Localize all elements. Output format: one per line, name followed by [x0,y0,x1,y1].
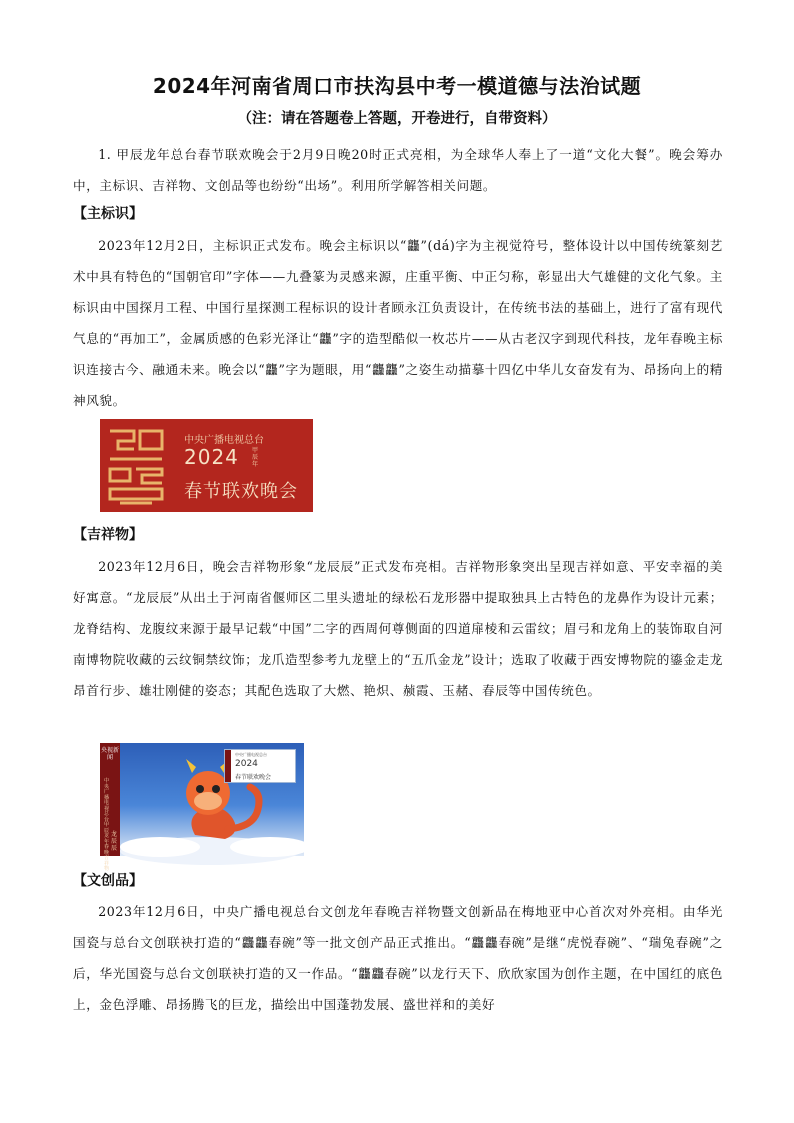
logo-line1: 中央广播电视总台 [184,435,264,446]
document-subtitle: （注：请在答题卷上答题，开卷进行，自带资料） [237,111,557,127]
mascot-card-top: 中央广播电视总台 [235,752,267,757]
mascot-card-bottom: 春节联欢晚会 [235,774,272,781]
section-text-products: 2023年12月6日，中央广播电视总台文创龙年春晚吉祥物暨文创新品在梅地亚中心首次对外亮相。由华光国瓷与总台文创联袂打造的“龘龘春碗”等一批文创产品正式推出。“龘龘春碗”是继“虎悦春碗”、“瑞兔春碗”之后，华光国瓷与总台文创联袂打造的又一作品。“龘龘春碗”以龙行天下、欣欣家国为创作主题，在中国红的底色上，金色浮雕、昂扬腾飞的巨龙，描绘出中国蓬勃发展、盛世祥和的美好 [73,904,723,1012]
mascot-vertical-text: 中央广播电视总台甲辰龙年春晚吉祥物 [104,778,110,872]
section-heading-mascot: 【吉祥物】 [73,527,143,543]
logo-year: 2024 [184,445,239,469]
section-heading-products: 【文创品】 [73,873,143,889]
mascot-badge: 央视新闻 [101,747,120,761]
section-text-logo: 2023年12月2日，主标识正式发布。晚会主标识以“龘”(dá)字为主视觉符号，整体设计以中国传统篆刻艺术中具有特色的“国朝官印”字体——九叠篆为灵感来源，庄重平衡、中正匀称，彰显出大气雄健的文化气象。主标识由中国探月工程、中国行星探测工程标识的设计者顾永江负责设计，在传统书法的基础上，进行了富有现代气息的“再加工”，金属质感的色彩光泽让“龘”字的造型酷似一枚芯片——从古老汉字到现代科技，龙年春晚主标识连接古今、融通未来。晚会以“龘”字为题眼，用“龘龘”之姿生动描摹十四亿中华儿女奋发有为、昂扬向上的精神风貌。 [73,238,723,408]
section-heading-logo: 【主标识】 [73,206,143,222]
mascot-card [224,749,296,783]
mascot-image [100,743,304,872]
document-title: 2024年河南省周口市扶沟县中考一模道德与法治试题 [152,74,642,98]
logo-vertical-text: 甲辰年 [252,447,259,468]
mascot-card-stripe [225,750,231,782]
gala-logo-image [100,419,313,512]
logo-line3: 春节联欢晚会 [184,481,298,502]
question-intro: 1. 甲辰龙年总台春节联欢晚会于2月9日晚20时正式亮相，为全球华人奉上了一道“文化大餐”。晚会筹办中，主标识、吉祥物、文创品等也纷纷“出场”。利用所学解答相关问题。 [73,147,723,193]
section-text-mascot: 2023年12月6日，晚会吉祥物形象“龙辰辰”正式发布亮相。吉祥物形象突出呈现吉祥如意、平安幸福的美好寓意。“龙辰辰”从出土于河南省偃师区二里头遗址的绿松石龙形器中提取独具上古特色的龙鼻作为设计元素；龙脊结构、龙腹纹来源于最早记载“中国”二字的西周何尊侧面的四道扉棱和云雷纹；眉弓和龙角上的装饰取自河南博物院收藏的云纹铜禁纹饰；龙爪造型参考九龙壁上的“五爪金龙”设计；选取了收藏于西安博物院的鎏金走龙昂首行步、雄壮刚健的姿态；其配色选取了大燃、艳炽、赪霞、玉赭、春辰等中国传统色。 [73,559,723,698]
mascot-card-year: 2024 [235,759,258,769]
mascot-name: 龙辰辰 [111,831,118,852]
